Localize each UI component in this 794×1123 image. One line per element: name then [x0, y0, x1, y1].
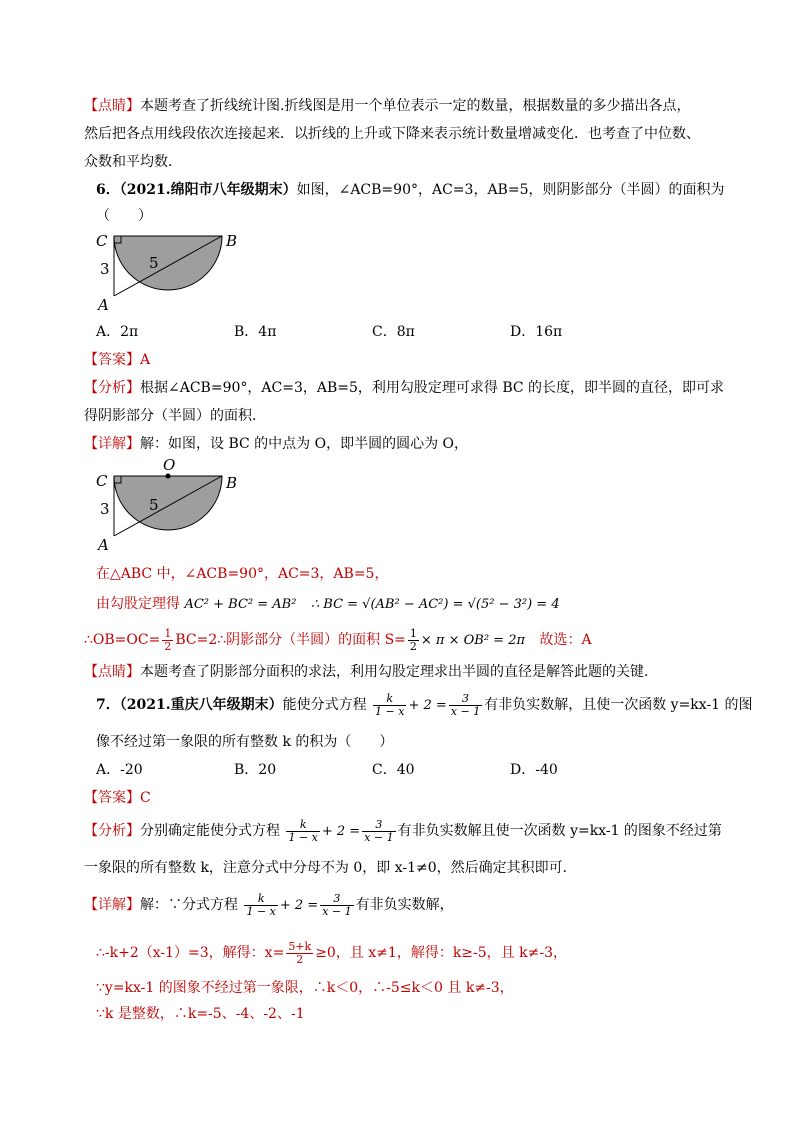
q6-analysis-1: [84, 378, 724, 398]
q7-source: （2021.重庆八年级期末）: [119, 697, 283, 713]
analysis-b: 有非负实数解且使一次函数 y=kx-1 的图象不经过第: [397, 823, 722, 839]
note-text: 本题考查了阴影部分面积的求法，利用勾股定理求出半圆的直径是解答此题的关键．: [140, 664, 658, 680]
label-b: B: [226, 232, 238, 250]
ob-oc-lead: ∴OB=OC=: [84, 632, 161, 648]
pythagorean-equation: AC² + BC² = AB²: [184, 597, 297, 612]
q7-stem-a: 能使分式方程: [282, 697, 367, 713]
analysis-text-1: 根据∠ACB=90°，AC=3，AB=5，利用勾股定理可求得 BC 的长度，即半圆的直径，即可求: [140, 380, 725, 396]
q6-figure: [90, 228, 260, 318]
eq-mid: + 2 =: [321, 824, 361, 839]
eq-rhs-fraction: $\frac{3}{x - 1}$: [364, 817, 394, 844]
x-fraction: $\frac{5+k}{2}$: [288, 939, 312, 966]
q7-option-d: D．-40: [510, 762, 558, 778]
q7-stem-b: 有非负实数解，且使一次函数 y=kx-1 的图: [484, 697, 753, 713]
q7-option-c: C．40: [372, 762, 415, 778]
label-3: 3: [100, 500, 110, 518]
label-o: O: [163, 458, 176, 474]
label-c: C: [96, 472, 108, 490]
label-a: A: [98, 536, 109, 552]
area-lead: BC=2∴阴影部分（半圆）的面积 S=: [175, 632, 406, 648]
analysis-tag: 【分析】: [84, 823, 140, 839]
note-text-1: 本题考查了折线统计图.折线图是用一个单位表示一定的数量，根据数量的多少描出各点，: [140, 98, 691, 114]
half-fraction-2: $\frac{1}{2}$: [409, 626, 417, 653]
eq-mid: + 2 =: [279, 898, 319, 913]
semicircle-shaded: [114, 476, 222, 530]
q6-blank: （ ）: [96, 208, 152, 224]
q7-option-a: A．-20: [96, 762, 143, 778]
detail-b: 有非负实数解，: [355, 897, 454, 913]
answer-value: A: [140, 352, 151, 368]
center-point-o: [166, 474, 171, 479]
eq-lhs-fraction: $\frac{k}{1 - x}$: [375, 691, 405, 718]
detail-2a: ∴-k+2（x-1）=3，解得：x=: [96, 945, 285, 961]
analysis-tag: 【分析】: [84, 380, 140, 396]
q7-option-b: B．20: [234, 762, 277, 778]
detail-a: 解：∵分式方程: [140, 897, 238, 913]
detail-text-1: 解：如图，设 BC 的中点为 O，即半圆的圆心为 O，: [140, 436, 469, 452]
eq-rhs-fraction: $\frac{3}{x - 1}$: [322, 891, 352, 918]
label-5: 5: [149, 254, 159, 272]
q6-analysis-2: 得阴影部分（半圆）的面积．: [84, 408, 266, 424]
q6-number: 6．: [96, 182, 120, 198]
q7-number: 7．: [96, 697, 120, 713]
q6-option-c: C．8π: [372, 324, 415, 340]
eq-lhs-fraction: $\frac{k}{1 - x}$: [288, 817, 318, 844]
note-line-1: [84, 96, 690, 116]
label-3: 3: [100, 260, 110, 278]
q7-detail-4: ∵k 是整数，∴k=-5、-4、-2、-1: [96, 1006, 305, 1022]
q7-stem-1: [96, 688, 753, 723]
q6-stem-text: 如图，∠ACB=90°，AC=3，AB=5，则阴影部分（半圆）的面积为: [296, 182, 725, 198]
note-tag: 【点睛】: [84, 98, 140, 114]
q7-detail-1: [84, 888, 454, 923]
eq-mid: + 2 =: [408, 698, 447, 713]
detail-tag: 【详解】: [84, 436, 140, 452]
q6-detail-1: [84, 434, 468, 454]
q6-figure-with-center: [90, 458, 260, 552]
q7-detail-3: ∵y=kx-1 的图象不经过第一象限，∴k＜0，∴-5≤k＜0 且 k≠-3，: [96, 980, 514, 996]
q6-option-d: D．16π: [510, 324, 563, 340]
area-formula: × π × OB² = 2π: [420, 633, 526, 648]
q7-detail-2: [96, 936, 567, 970]
half-fraction: $\frac{1}{2}$: [164, 626, 172, 653]
note-line-3: 众数和平均数．: [84, 154, 182, 170]
q6-detail-3: [96, 594, 560, 615]
q6-option-b: B．4π: [234, 324, 277, 340]
detail-3-lead: 由勾股定理得: [96, 596, 180, 612]
label-b: B: [226, 474, 238, 492]
eq-rhs-fraction: $\frac{3}{x - 1}$: [450, 691, 481, 718]
eq-lhs-fraction: $\frac{k}{1 - x}$: [246, 891, 276, 918]
q6-detail-4: [84, 626, 592, 655]
detail-tag: 【详解】: [84, 897, 140, 913]
answer-tag: 【答案】: [84, 352, 140, 368]
q7-answer: [84, 788, 151, 808]
q7-analysis-2: 一象限的所有整数 k，注意分式中分母不为 0，即 x-1≠0，然后确定其积即可．: [84, 860, 577, 876]
q7-stem-2: 像不经过第一象限的所有整数 k 的积为（ ）: [96, 734, 394, 750]
answer-value: C: [140, 790, 151, 806]
q6-source: （2021.绵阳市八年级期末）: [119, 182, 297, 198]
analysis-a: 分别确定能使分式方程: [140, 823, 280, 839]
q6-stem: [96, 180, 724, 200]
note-line-2: 然后把各点用线段依次连接起来．以折线的上升或下降来表示统计数量增减变化．也考查了中位数、: [84, 126, 700, 142]
label-c: C: [96, 232, 108, 250]
q6-note: [84, 662, 658, 682]
q6-answer: [84, 350, 150, 370]
bc-calculation: ∴ BC = √(AB² − AC²) = √(5² − 3²) = 4: [310, 597, 560, 612]
q6-option-a: A．2π: [96, 324, 139, 340]
detail-2b: ≥0，且 x≠1，解得：k≥-5，且 k≠-3，: [315, 945, 567, 961]
label-5: 5: [149, 496, 159, 514]
choose-answer: 故选：A: [539, 632, 592, 648]
q6-detail-2: 在△ABC 中，∠ACB=90°，AC=3，AB=5，: [96, 566, 389, 582]
q7-analysis-1: [84, 814, 722, 849]
answer-tag: 【答案】: [84, 790, 140, 806]
semicircle-shaded: [114, 236, 222, 290]
label-a: A: [98, 296, 109, 314]
note-tag: 【点睛】: [84, 664, 140, 680]
